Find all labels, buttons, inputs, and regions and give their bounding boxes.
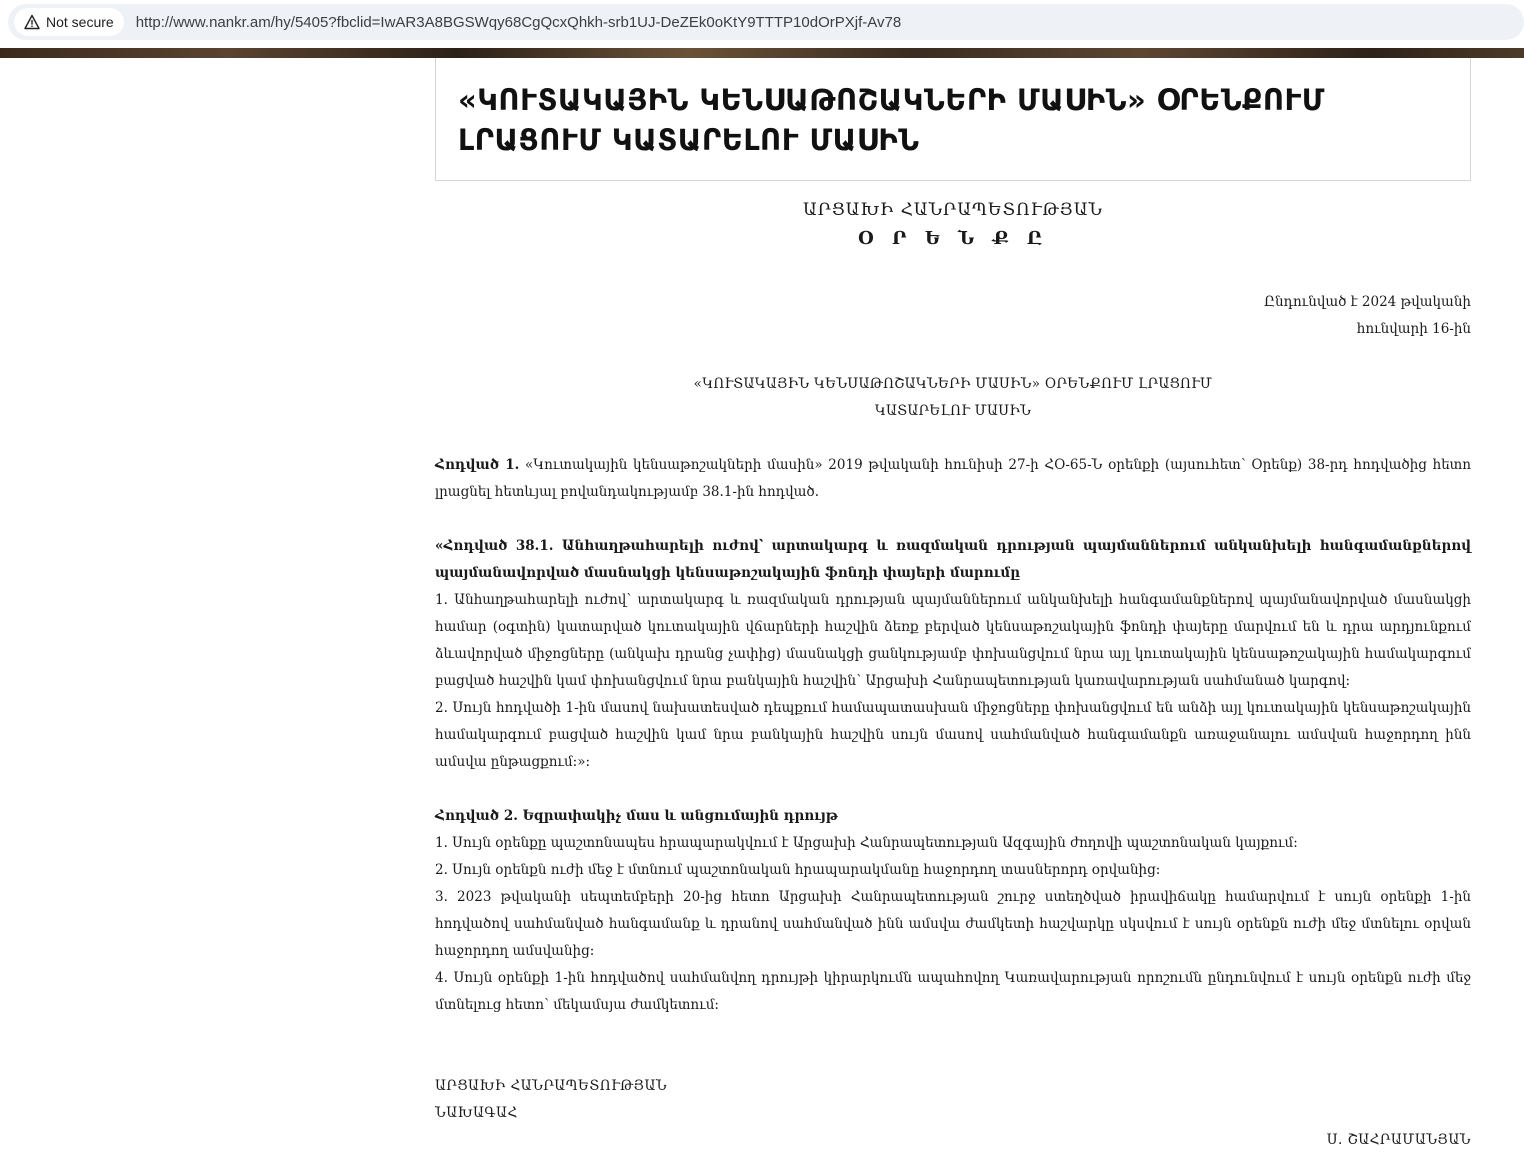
signature-block: [435, 1073, 1471, 1154]
signature-president: ՆԱԽԱԳԱՀ: [435, 1105, 518, 1121]
browser-address-bar: [0, 0, 1524, 46]
republic-heading: ԱՐՑԱԽԻ ՀԱՆՐԱՊԵՏՈՒԹՅԱՆ: [802, 200, 1104, 220]
article-38-1-part-2: 2. Սույն հոդվածի 1-ին մասով նախատեսված դեպքում համապատասխան միջոցները փոխանցվում են անձի այլ կուտակային կենսաթոշակային համակարգում բացված հաշվին կամ նրա բանկային հաշվին սույն մասով սահմանված հանգամանքն առաջանալու ամսվան հաջորդող ինն ամսվա ընթացքում:»:: [435, 700, 1471, 770]
article-38-1-heading-text: «Հոդված 38.1. Անհաղթահարելի ուժով՝ արտակարգ և ռազմական դրության պայմաններում անկանխելի հանգամանքներով պայմանավորված մասնակցի կենսաթոշակային ֆոնդի փայերի մարումը: [435, 538, 1471, 581]
article-1-text: «Կուտակային կենսաթոշակների մասին» 2019 թվականի հունիսի 27-ի ՀՕ-65-Ն օրենքի (այսուհետ՝ Օրենք) 38-րդ հոդվածից հետո լրացնել հետևյալ բովանդակությամբ 38.1-ին հոդված.: [435, 457, 1471, 500]
article-2-part-1: 1. Սույն օրենքը պաշտոնապես հրապարակվում է Արցախի Հանրապետության Ազգային ժողովի պաշտոնական կայքում:: [435, 835, 1298, 851]
article-2-part-3: 3. 2023 թվականի սեպտեմբերի 20-ից հետո Արցախի Հանրապետության շուրջ ստեղծված իրավիճակը համարվում է սույն օրենքի 1-ին հոդվածով սահմանված հանգամանք և դրանով սահմանված ինն ամսվա ժամկետի հաշվարկը սկսվում է սույն օրենքն ուժի մեջ մտնելու օրվան հաջորդող ամսվանից:: [435, 889, 1471, 959]
article-38-1-heading: [435, 533, 1471, 587]
security-label: Not secure: [46, 14, 114, 30]
security-indicator[interactable]: [14, 8, 124, 36]
omnibox[interactable]: [8, 4, 1524, 40]
article-2-part-2: 2. Սույն օրենքն ուժի մեջ է մտնում պաշտոնական հրապարակմանը հաջորդող տասներորդ օրվանից:: [435, 862, 1161, 878]
law-subtitle-line2: ԿԱՏԱՐԵԼՈՒ ՄԱՍԻՆ: [874, 403, 1032, 419]
adoption-date-line2: հունվարի 16-ին: [1356, 321, 1471, 337]
adoption-date: [435, 289, 1471, 343]
law-subtitle: [435, 371, 1471, 425]
law-heading: Օ Ր Ե Ն Ք Ը: [858, 228, 1048, 249]
law-subtitle-line1: «ԿՈՒՏԱԿԱՅԻՆ ԿԵՆՍԱԹՈՇԱԿՆԵՐԻ ՄԱՍԻՆ» ՕՐԵՆՔՈՒՄ ԼՐԱՑՈՒՄ: [693, 376, 1213, 392]
article-2-part-4: 4. Սույն օրենքի 1-ին հոդվածով սահմանվող դրույթի կիրարկումն ապահովող Կառավարության որոշումն ընդունվում է սույն օրենքն ուժի մեջ մտնելուց հետո՝ մեկամսյա ժամկետում:: [435, 970, 1471, 1013]
law-document: [435, 195, 1471, 1154]
article-1-label: Հոդված 1.: [435, 457, 520, 473]
article-38-1-part-1: 1. Անհաղթահարելի ուժով՝ արտակարգ և ռազմական դրության պայմաններում անկանխելի հանգամանքներով պայմանավորված մասնակցի համար (օգտին) կատարված կուտակային վճարների հաշվին ձեռք բերված կենսաթոշակային ֆոնդի փայերը մարվում են և դրա արդյունքում ձևավորված միջոցները (անկախ դրանց չափից) մասնակցի ցանկությամբ փոխանցվում նրա այլ կուտակային կենսաթոշակային համակարգում բացված հաշվին կամ փոխանցվում նրա բանկային հաշվին՝ Արցախի Հանրապետության կառավարության սահմանած կարգով:: [435, 592, 1471, 689]
adoption-date-line1: Ընդունված է 2024 թվականի: [1264, 294, 1471, 310]
signer-name: Ս. ՇԱՀՐԱՄԱՆՅԱՆ: [1326, 1132, 1471, 1148]
header-image-strip: [0, 48, 1524, 58]
article-2-heading-text: Հոդված 2. Եզրափակիչ մաս և անցումային դրույթ: [435, 808, 838, 824]
url-text[interactable]: http://www.nankr.am/hy/5405?fbclid=IwAR3A8BGSWqy68CgQcxQhkh-srb1UJ-DeZEk0oKtY9TTTP10dOrPXjf-Av78: [135, 13, 902, 31]
article-2-heading: [435, 803, 1471, 830]
title-card: [435, 58, 1471, 181]
article-1: [435, 452, 1471, 506]
page-title: «ԿՈՒՏԱԿԱՅԻՆ ԿԵՆՍԱԹՈՇԱԿՆԵՐԻ ՄԱՍԻՆ» ՕՐԵՆՔՈՒՄ ԼՐԱՑՈՒՄ ԿԱՏԱՐԵԼՈՒ ՄԱՍԻՆ: [458, 83, 1325, 157]
warning-icon: [24, 14, 40, 30]
signature-republic: ԱՐՑԱԽԻ ՀԱՆՐԱՊԵՏՈՒԹՅԱՆ: [435, 1078, 668, 1094]
